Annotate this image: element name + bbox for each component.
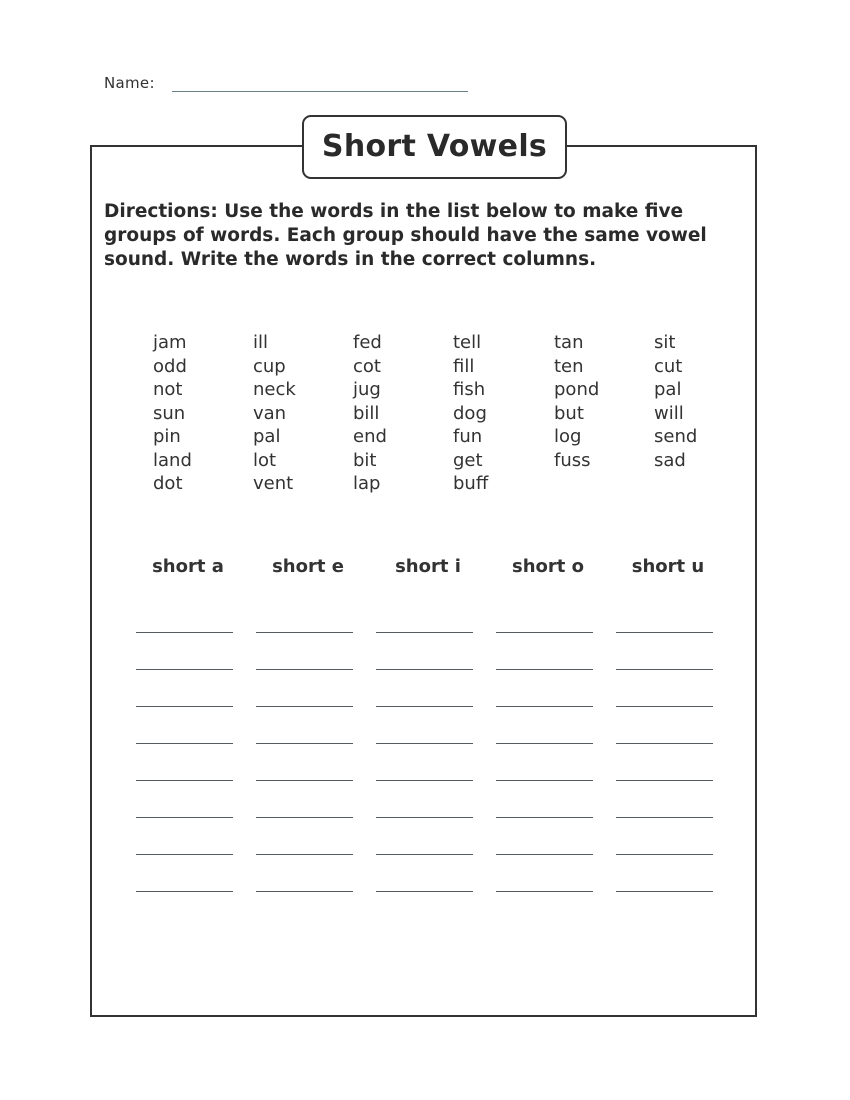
answer-blank-line[interactable]: [376, 706, 473, 707]
answer-blank-line[interactable]: [256, 743, 353, 744]
word-item: ill: [253, 332, 269, 353]
answer-blank-line[interactable]: [376, 632, 473, 633]
answer-blank-line[interactable]: [496, 632, 593, 633]
word-item: cot: [353, 355, 381, 377]
word-item: bill: [353, 402, 380, 424]
answer-blank-line[interactable]: [136, 743, 233, 744]
word-item: log: [554, 426, 582, 447]
answer-blank-line[interactable]: [496, 891, 593, 892]
answer-blank-line[interactable]: [256, 706, 353, 707]
answer-blank-line[interactable]: [616, 891, 713, 892]
word-item: tell: [453, 332, 482, 353]
word-item: but: [554, 402, 584, 424]
answer-blank-line[interactable]: [376, 743, 473, 744]
word-item: dog: [453, 402, 487, 424]
word-item: land: [153, 449, 192, 471]
word-item: sad: [654, 449, 686, 471]
word-item: jug: [353, 379, 381, 400]
answer-blank-line[interactable]: [256, 632, 353, 633]
answer-blank-line[interactable]: [376, 780, 473, 781]
word-item: cup: [253, 355, 286, 377]
answer-blank-line[interactable]: [496, 817, 593, 818]
word-item: cut: [654, 355, 683, 377]
word-item: dot: [153, 473, 183, 494]
name-input-line[interactable]: [172, 91, 468, 92]
word-bank-column-4: [453, 331, 543, 496]
answer-blank-line[interactable]: [136, 780, 233, 781]
title-box: [302, 115, 567, 179]
answer-blank-line[interactable]: [616, 669, 713, 670]
answer-blank-line[interactable]: [256, 891, 353, 892]
name-field[interactable]: [104, 74, 474, 96]
answer-blank-line[interactable]: [136, 817, 233, 818]
answer-blank-line[interactable]: [616, 817, 713, 818]
answer-blank-line[interactable]: [376, 669, 473, 670]
answer-blank-line[interactable]: [256, 669, 353, 670]
answer-blank-line[interactable]: [496, 780, 593, 781]
word-item: pal: [654, 379, 682, 400]
word-item: fun: [453, 426, 483, 447]
answer-blank-line[interactable]: [136, 669, 233, 670]
word-item: pal: [253, 426, 281, 447]
answer-blank-line[interactable]: [496, 706, 593, 707]
word-item: lot: [253, 449, 277, 471]
word-item: will: [654, 402, 684, 424]
word-bank-column-5: [554, 331, 644, 472]
word-item: not: [153, 379, 183, 400]
word-item: end: [353, 426, 387, 447]
word-item: neck: [253, 379, 296, 400]
word-item: sit: [654, 332, 676, 353]
word-item: pond: [554, 379, 600, 400]
word-item: tan: [554, 332, 584, 353]
word-item: fuss: [554, 449, 591, 471]
answer-column-headers: [0, 556, 850, 582]
word-item: odd: [153, 355, 187, 377]
word-item: fill: [453, 355, 475, 377]
answer-blank-line[interactable]: [256, 854, 353, 855]
word-bank-column-1: [153, 331, 243, 496]
directions-text: Directions: Use the words in the list below to make five groups of words. Each group should have the same vowel sound. Write the words in the correct columns.: [104, 201, 707, 270]
word-item: fed: [353, 332, 382, 353]
answer-blank-line[interactable]: [496, 743, 593, 744]
answer-blank-line[interactable]: [136, 854, 233, 855]
header-short-e: short e: [272, 556, 344, 577]
answer-blank-line[interactable]: [136, 891, 233, 892]
answer-blank-line[interactable]: [496, 854, 593, 855]
header-short-u: short u: [631, 556, 705, 577]
header-short-a: short a: [152, 556, 224, 577]
answer-blank-line[interactable]: [616, 706, 713, 707]
word-item: jam: [153, 332, 187, 353]
name-label: Name:: [104, 74, 155, 92]
word-item: send: [654, 426, 698, 447]
answer-blank-line[interactable]: [496, 669, 593, 670]
word-item: pin: [153, 426, 181, 447]
answer-blank-line[interactable]: [376, 854, 473, 855]
answer-blank-line[interactable]: [256, 780, 353, 781]
answer-blank-line[interactable]: [136, 706, 233, 707]
word-item: van: [253, 402, 287, 424]
answer-blank-line[interactable]: [616, 854, 713, 855]
word-bank-column-6: [654, 331, 744, 472]
word-bank-column-2: [253, 331, 343, 496]
word-item: ten: [554, 355, 584, 377]
answer-blank-line[interactable]: [376, 817, 473, 818]
word-item: lap: [353, 473, 381, 494]
answer-blank-line[interactable]: [136, 632, 233, 633]
word-item: buff: [453, 473, 489, 494]
answer-blank-line[interactable]: [616, 632, 713, 633]
answer-blank-line[interactable]: [616, 780, 713, 781]
page-title: Short Vowels: [321, 129, 548, 164]
word-bank-column-3: [353, 331, 443, 496]
header-short-i: short i: [395, 556, 461, 577]
answer-blank-line[interactable]: [376, 891, 473, 892]
word-bank: [153, 331, 753, 501]
answer-blank-line[interactable]: [256, 817, 353, 818]
word-item: sun: [153, 402, 186, 424]
word-item: fish: [453, 379, 486, 400]
answer-blank-line[interactable]: [616, 743, 713, 744]
word-item: bit: [353, 449, 377, 471]
header-short-o: short o: [511, 556, 584, 577]
word-item: vent: [253, 473, 294, 494]
word-item: get: [453, 449, 483, 471]
